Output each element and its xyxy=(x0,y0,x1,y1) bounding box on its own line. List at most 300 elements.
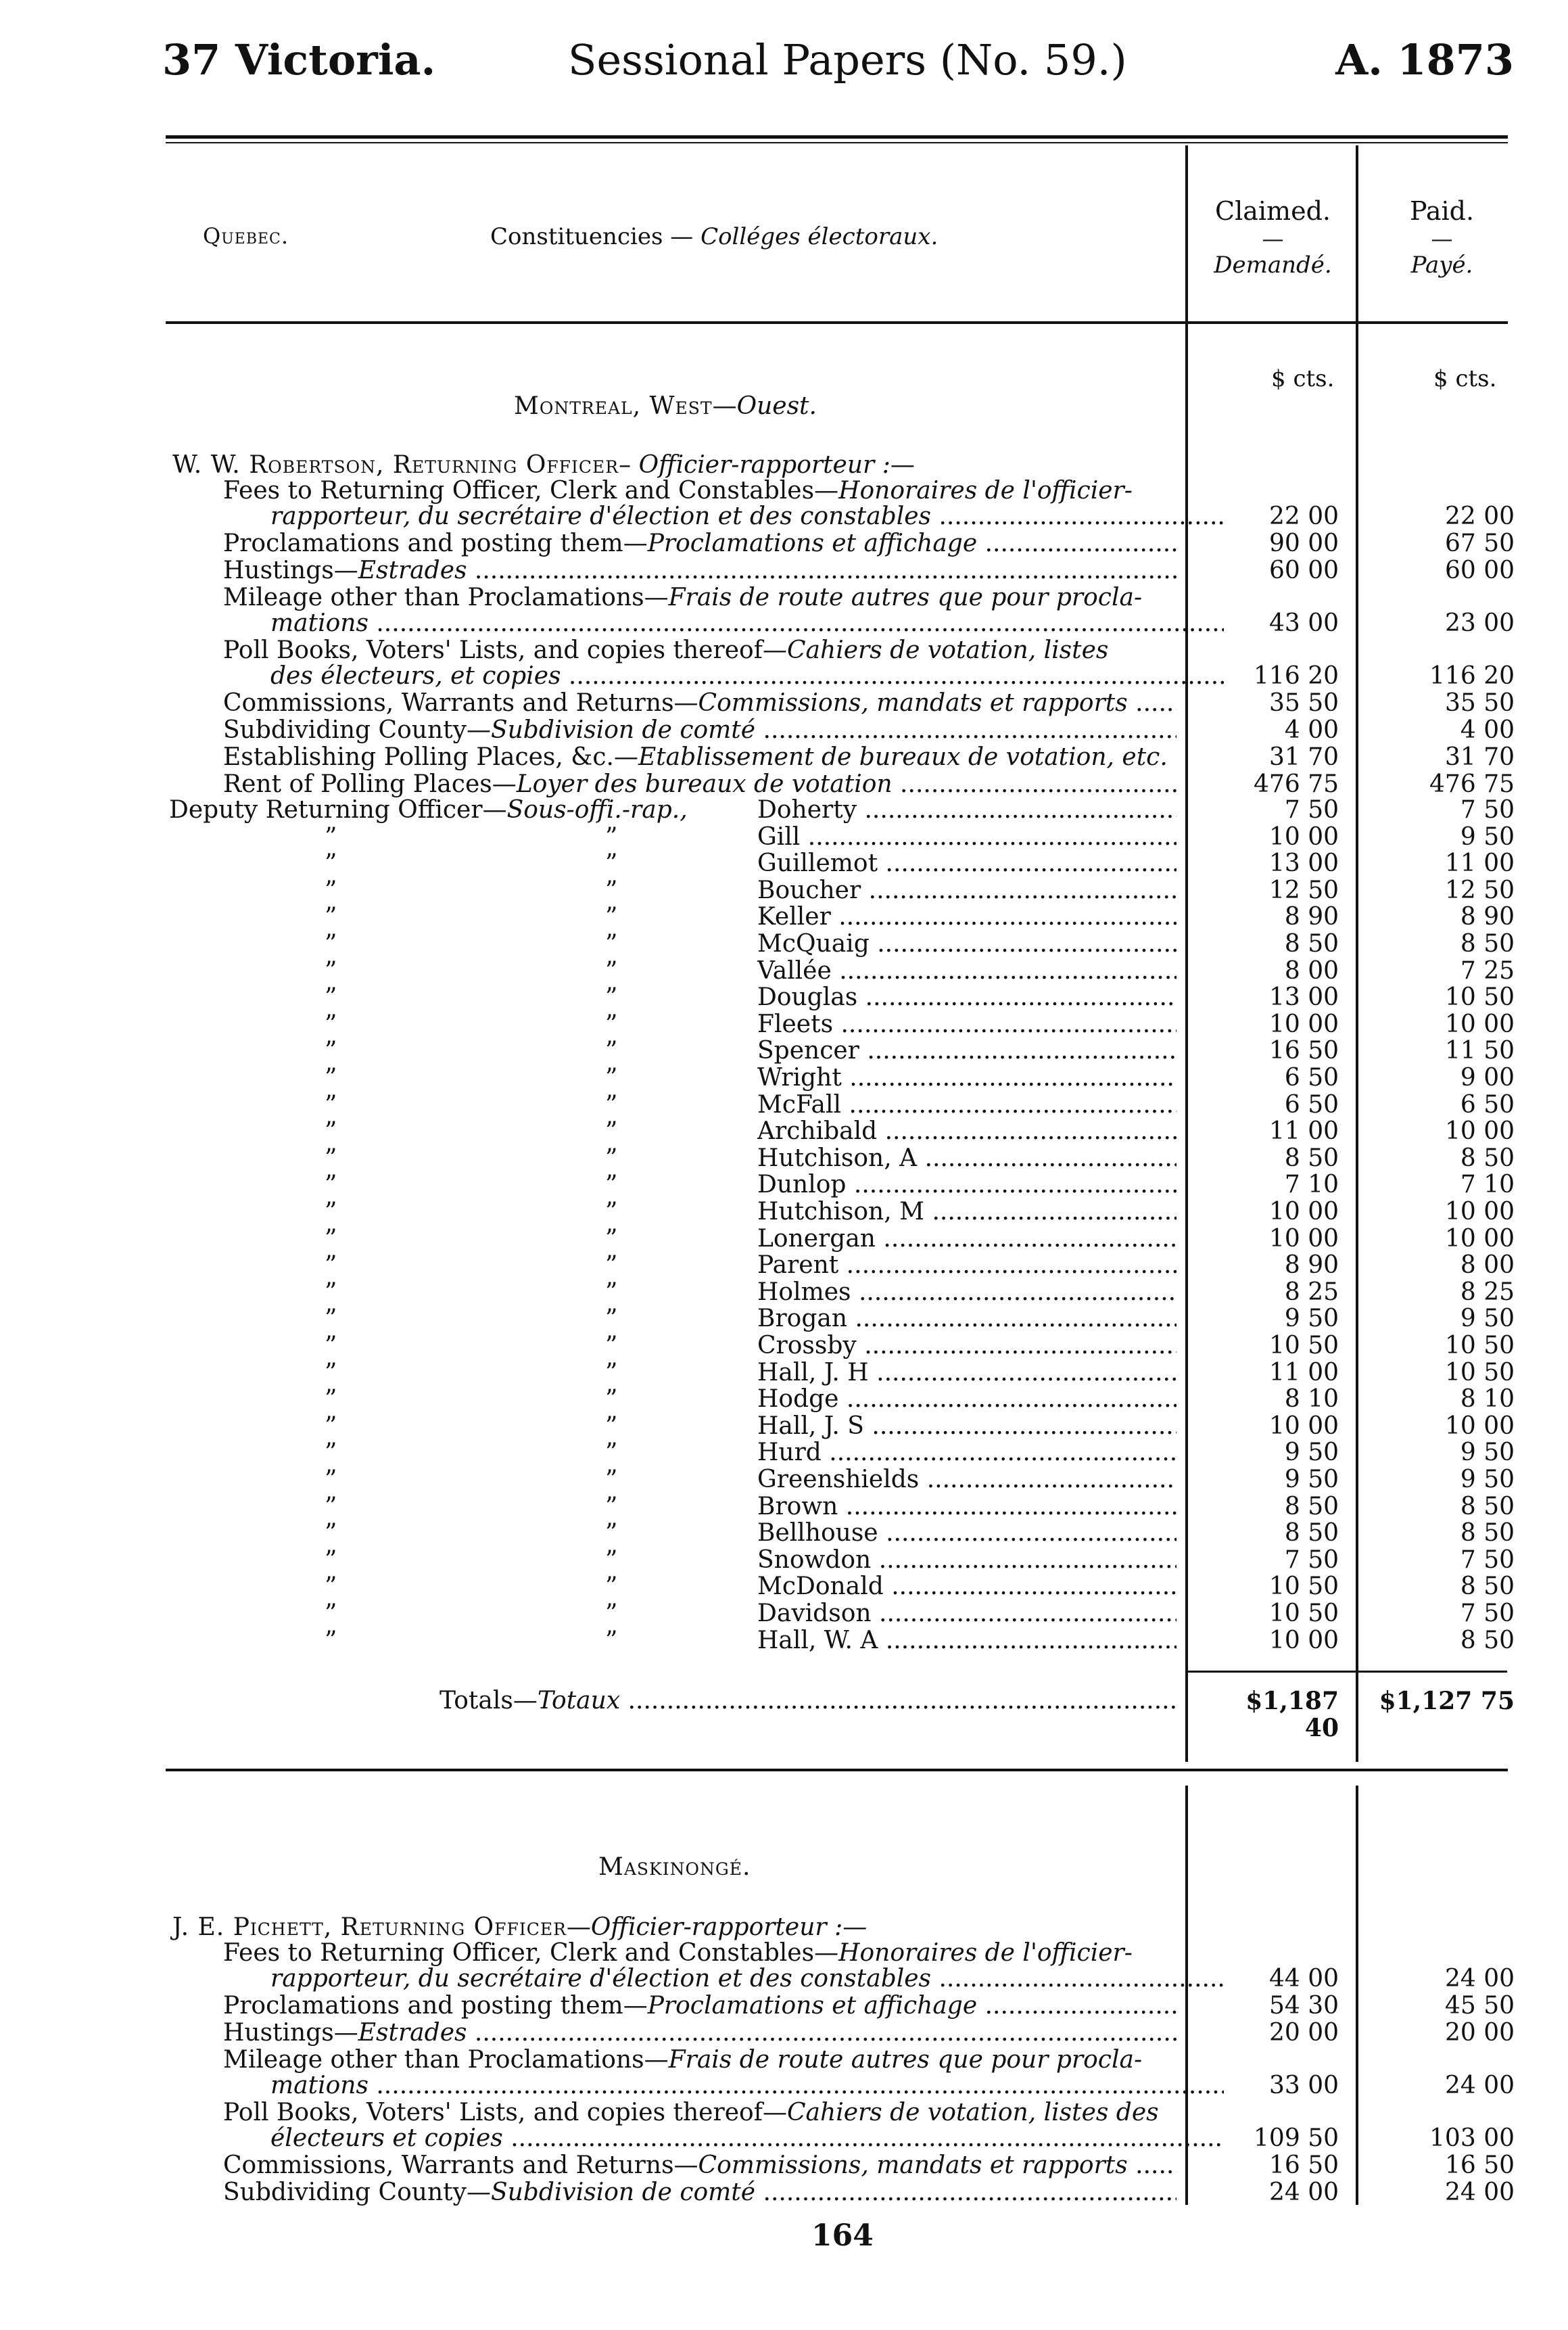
claimed-amount: 13 00 xyxy=(1268,849,1339,878)
ditto-mark: ” xyxy=(605,1144,618,1172)
claimed-amount: 43 00 xyxy=(1268,609,1339,637)
expense-label-fr: Cahiers de votation, listes des xyxy=(787,2099,1159,2126)
expense-label-cont-fr: mations xyxy=(270,610,369,637)
deputy-lead-en: Deputy Returning Officer xyxy=(169,796,483,824)
deputy-row xyxy=(0,958,1568,985)
ditto-mark: ” xyxy=(605,1305,618,1333)
leader-dots xyxy=(931,1965,1224,1993)
ditto-mark: ” xyxy=(325,1010,337,1038)
expense-label-en: Rent of Polling Places xyxy=(223,771,492,798)
paid-amount: 31 70 xyxy=(1444,743,1515,771)
deputy-name-text: Holmes xyxy=(757,1278,851,1306)
totals-label: Totals—Totaux ..... xyxy=(439,1687,1177,1715)
leader-dots xyxy=(1128,690,1177,717)
leader-dots xyxy=(924,1198,1177,1226)
expense-label-fr: Estrades xyxy=(358,2020,467,2047)
deputy-name-text: Spencer xyxy=(757,1038,859,1065)
deputy-name xyxy=(757,1627,1177,1654)
leader-dots xyxy=(846,1171,1177,1198)
paid-amount: 7 50 xyxy=(1460,1545,1515,1574)
expense-label-cont xyxy=(270,610,1224,637)
constituencies-heading-fr: Colléges électoraux. xyxy=(700,223,939,250)
leader-dots xyxy=(871,1547,1177,1574)
deputy-row xyxy=(0,1305,1568,1332)
ditto-mark: ” xyxy=(605,1037,618,1065)
claimed-amount: 7 10 xyxy=(1284,1171,1339,1199)
claimed-amount: 10 00 xyxy=(1268,1198,1339,1226)
ditto-mark: ” xyxy=(605,930,618,958)
leader-dots xyxy=(842,1065,1177,1092)
paid-amount: 11 50 xyxy=(1444,1037,1515,1065)
leader-dots xyxy=(822,1439,1177,1466)
paid-amount: 9 00 xyxy=(1460,1064,1515,1092)
ditto-mark: ” xyxy=(325,1572,337,1601)
expense-row xyxy=(0,1993,1568,2020)
expense-label: Mileage other than Proclamations—Frais de route autres que pour procla- xyxy=(223,584,1143,611)
leader-dots xyxy=(884,1573,1177,1600)
expense-label-cont xyxy=(270,2072,1224,2099)
ditto-mark: ” xyxy=(325,1412,337,1440)
deputy-name-text: Parent xyxy=(757,1252,839,1280)
leader-dots xyxy=(467,2020,1177,2047)
expense-label-cont xyxy=(270,503,1224,530)
expense-label: Subdividing County—Subdivision de comté ..... xyxy=(223,2179,1177,2206)
ditto-mark: ” xyxy=(325,1117,337,1146)
ditto-mark: ” xyxy=(605,1358,618,1387)
claimed-dash: — xyxy=(1262,226,1284,252)
leader-dots xyxy=(851,1279,1177,1306)
maskinonge-officer-label: J. E. Pichett, Returning Officer—Officier-rapporteur :— xyxy=(172,1913,868,1941)
montreal-totals-row xyxy=(0,1687,1568,1742)
paid-amount: 10 00 xyxy=(1444,1117,1515,1146)
section-rule xyxy=(166,1769,1508,1771)
page-header xyxy=(0,35,1568,96)
ditto-mark: ” xyxy=(325,1251,337,1280)
ditto-mark: ” xyxy=(325,876,337,904)
page-number: 164 xyxy=(811,2218,874,2253)
deputy-row xyxy=(0,1413,1568,1440)
leader-dots xyxy=(838,1252,1177,1279)
province-heading: Quebec. xyxy=(203,223,289,249)
claimed-amount: 10 00 xyxy=(1268,1412,1339,1440)
ditto-mark: ” xyxy=(605,1385,618,1414)
deputy-name-text: Hall, J. S xyxy=(757,1412,864,1440)
claimed-amount: 8 50 xyxy=(1284,1144,1339,1172)
expense-label-fr: Proclamations et affichage xyxy=(647,530,978,557)
ditto-mark: ” xyxy=(605,1090,618,1119)
ditto-mark: ” xyxy=(605,1064,618,1092)
expense-label-cont xyxy=(270,2125,1224,2152)
claimed-heading-en: Claimed. xyxy=(1215,196,1331,226)
deputy-name-text: Gill xyxy=(757,823,801,851)
deputy-name-text: Crossby xyxy=(757,1332,857,1359)
expense-row xyxy=(0,584,1568,611)
deputy-name xyxy=(757,1547,1177,1574)
claimed-heading xyxy=(1193,196,1352,279)
leader-dots xyxy=(893,771,1177,798)
deputy-row xyxy=(0,1171,1568,1198)
paid-amount: 7 50 xyxy=(1460,1600,1515,1627)
expense-label: Proclamations and posting them—Proclamations et affichage ..... xyxy=(223,530,1177,557)
ditto-mark: ” xyxy=(605,1600,618,1627)
deputy-name-text: Doherty xyxy=(757,797,857,824)
deputy-row xyxy=(0,1011,1568,1038)
totals-label-en: Totals xyxy=(439,1687,513,1715)
paid-amount: 9 50 xyxy=(1460,1305,1515,1333)
deputy-row xyxy=(0,1092,1568,1119)
paid-amount: 7 10 xyxy=(1460,1171,1515,1199)
deputy-name xyxy=(757,1493,1177,1520)
paid-amount: 9 50 xyxy=(1460,822,1515,851)
expense-label: Establishing Polling Places, &c.—Etablissement de bureaux de votation, etc. ..... xyxy=(223,744,1177,771)
expense-row xyxy=(0,2020,1568,2047)
expense-row xyxy=(0,771,1568,798)
deputy-name xyxy=(757,877,1177,904)
expense-label: Fees to Returning Officer, Clerk and Constables—Honoraires de l'officier- xyxy=(223,477,1133,505)
expense-label-fr: Proclamations et affichage xyxy=(647,1993,978,2020)
deputy-name-text: Hutchison, A xyxy=(757,1144,918,1172)
ditto-mark: ” xyxy=(605,1572,618,1601)
deputy-name-text: Fleets xyxy=(757,1010,834,1038)
deputy-row xyxy=(0,1332,1568,1359)
deputy-row xyxy=(0,1466,1568,1493)
expense-label-fr: Cahiers de votation, listes xyxy=(787,637,1109,664)
leader-dots xyxy=(831,904,1177,931)
deputy-row xyxy=(0,850,1568,877)
ditto-mark: ” xyxy=(325,1144,337,1172)
claimed-amount: 11 00 xyxy=(1268,1358,1339,1387)
claimed-amount: 10 00 xyxy=(1268,1010,1339,1038)
ditto-mark: ” xyxy=(325,1626,337,1654)
ditto-mark: ” xyxy=(605,983,618,1012)
constituencies-heading-en: Constituencies xyxy=(490,223,663,250)
constituencies-heading: Constituencies — Colléges électoraux. xyxy=(490,223,939,250)
paid-amount: 24 00 xyxy=(1444,1965,1515,1993)
deputy-name xyxy=(757,1439,1177,1466)
deputy-name-text: McDonald xyxy=(757,1573,884,1601)
deputy-name xyxy=(757,1359,1177,1387)
leader-dots xyxy=(369,610,1224,637)
expense-label-cont-fr: mations xyxy=(270,2072,369,2099)
deputy-name-text: Lonergan xyxy=(757,1225,876,1253)
deputy-row xyxy=(0,1359,1568,1387)
claimed-amount: 12 50 xyxy=(1268,876,1339,904)
paid-amount: 10 00 xyxy=(1444,1198,1515,1226)
paid-amount: 6 50 xyxy=(1460,1090,1515,1119)
deputy-name xyxy=(757,1198,1177,1226)
deputy-name-text: Dunlop xyxy=(757,1171,847,1199)
expense-label-fr: Estrades xyxy=(358,557,467,584)
expense-label-fr: Subdivision de comté xyxy=(490,2179,756,2206)
paid-amount: 22 00 xyxy=(1444,503,1515,530)
paid-amount: 10 50 xyxy=(1444,1332,1515,1359)
expense-label-en: Fees to Returning Officer, Clerk and Constables xyxy=(223,477,815,505)
leader-dots xyxy=(861,877,1177,904)
paid-amount: 103 00 xyxy=(1429,2124,1515,2152)
claimed-amount: 6 50 xyxy=(1284,1090,1339,1119)
expense-label-en: Fees to Returning Officer, Clerk and Constables xyxy=(223,1940,815,1967)
expense-label: Subdividing County—Subdivision de comté ..... xyxy=(223,717,1177,744)
officer-name: W. W. Robertson, Returning Officer xyxy=(172,451,619,479)
totals-label-fr: Totaux xyxy=(537,1687,621,1715)
deputy-row xyxy=(0,984,1568,1011)
totals-leader-dots xyxy=(620,1687,1177,1715)
paid-amount: 9 50 xyxy=(1460,1466,1515,1493)
paid-amount: 8 50 xyxy=(1460,1572,1515,1601)
deputy-name-text: Douglas xyxy=(757,984,858,1012)
deputy-name xyxy=(757,984,1177,1011)
claimed-amount: 9 50 xyxy=(1284,1466,1339,1493)
montreal-officer xyxy=(0,452,1568,479)
total-claimed: $1,187 40 xyxy=(1245,1687,1339,1742)
deputy-name-text: Hall, W. A xyxy=(757,1627,878,1654)
deputy-row xyxy=(0,1198,1568,1226)
officer-title-fr: Officier-rapporteur :— xyxy=(638,451,915,479)
leader-dots xyxy=(931,503,1224,530)
ditto-mark: ” xyxy=(325,903,337,931)
expense-label: Rent of Polling Places—Loyer des bureaux de votation ..... xyxy=(223,771,1177,798)
expense-row-continued xyxy=(0,503,1568,530)
claimed-amount: 44 00 xyxy=(1268,1965,1339,1993)
ditto-mark: ” xyxy=(325,1305,337,1333)
deputy-name xyxy=(757,1305,1177,1332)
expense-row xyxy=(0,477,1568,505)
ditto-mark: ” xyxy=(325,822,337,851)
claimed-amount: 6 50 xyxy=(1284,1064,1339,1092)
expense-row xyxy=(0,530,1568,557)
leader-dots xyxy=(561,663,1224,690)
expense-row xyxy=(0,717,1568,744)
ditto-mark: ” xyxy=(605,1545,618,1574)
ditto-mark: ” xyxy=(605,1466,618,1493)
ditto-mark: ” xyxy=(325,956,337,985)
ditto-mark: ” xyxy=(325,1064,337,1092)
paid-amount: 4 00 xyxy=(1460,716,1515,744)
leader-dots xyxy=(838,1386,1177,1413)
ditto-mark: ” xyxy=(605,1439,618,1467)
expense-label-fr: Loyer des bureaux de votation xyxy=(516,771,893,798)
ditto-mark: ” xyxy=(605,1278,618,1306)
claimed-amount: 8 00 xyxy=(1284,956,1339,985)
paid-amount: 67 50 xyxy=(1444,530,1515,557)
deputy-name xyxy=(757,1466,1177,1493)
leader-dots xyxy=(877,1118,1177,1145)
expense-label: Proclamations and posting them—Proclamations et affichage ..... xyxy=(223,1993,1177,2020)
leader-dots xyxy=(800,824,1177,851)
expense-label-cont xyxy=(270,1965,1224,1993)
paid-amount: 9 50 xyxy=(1460,1439,1515,1467)
paid-amount: 8 00 xyxy=(1460,1251,1515,1280)
maskinonge-officer xyxy=(0,1914,1568,1941)
expense-row xyxy=(0,1940,1568,1967)
paid-amount: 12 50 xyxy=(1444,876,1515,904)
deputy-row xyxy=(0,1627,1568,1654)
paid-amount: 10 00 xyxy=(1444,1010,1515,1038)
expense-row-continued xyxy=(0,610,1568,637)
deputy-name xyxy=(757,1092,1177,1119)
claimed-amount: 10 00 xyxy=(1268,1626,1339,1654)
expense-label-en: Establishing Polling Places, &c. xyxy=(223,744,614,771)
ditto-mark: ” xyxy=(605,1224,618,1253)
expense-row xyxy=(0,2179,1568,2206)
expense-row-continued xyxy=(0,1965,1568,1993)
paid-amount: 10 00 xyxy=(1444,1412,1515,1440)
deputy-name-text: Vallée xyxy=(757,957,832,985)
expense-label-fr: Frais de route autres que pour procla- xyxy=(668,2047,1143,2074)
maskinonge-officer-name: J. E. Pichett, Returning Officer xyxy=(172,1913,567,1941)
deputy-name xyxy=(757,1038,1177,1065)
deputy-row xyxy=(0,1118,1568,1145)
claimed-amount: 7 50 xyxy=(1284,1545,1339,1574)
expense-row xyxy=(0,637,1568,664)
deputy-name xyxy=(757,1573,1177,1600)
expense-label: Fees to Returning Officer, Clerk and Constables—Honoraires de l'officier- xyxy=(223,1940,1133,1967)
deputy-name-text: Brown xyxy=(757,1493,838,1520)
deputy-row xyxy=(0,1145,1568,1172)
paid-heading xyxy=(1362,196,1521,279)
currency-claimed: $ cts. xyxy=(1271,365,1335,392)
top-rule xyxy=(166,135,1508,139)
leader-dots xyxy=(878,1627,1177,1654)
document-title: Sessional Papers (No. 59.) xyxy=(568,35,1127,85)
expense-row xyxy=(0,690,1568,717)
leader-dots xyxy=(864,1413,1177,1440)
deputy-name-text: Boucher xyxy=(757,877,861,904)
montreal-title-en: Montreal, West xyxy=(514,392,713,420)
expense-label-en: Hustings xyxy=(223,557,334,584)
deputy-name-text: Hodge xyxy=(757,1386,839,1414)
leader-dots xyxy=(1168,744,1177,771)
expense-label-en: Poll Books, Voters' Lists, and copies thereof xyxy=(223,2099,763,2126)
expense-row-continued xyxy=(0,663,1568,690)
expense-label-fr: Etablissement de bureaux de votation, etc. xyxy=(638,744,1168,771)
expense-label-fr: Honoraires de l'officier- xyxy=(838,477,1133,505)
paid-amount: 7 50 xyxy=(1460,796,1515,824)
paid-amount: 476 75 xyxy=(1429,770,1515,798)
deputy-row xyxy=(0,1386,1568,1413)
expense-label: Commissions, Warrants and Returns—Commissions, mandats et rapports ..... xyxy=(223,690,1177,717)
leader-dots xyxy=(832,958,1177,985)
expense-label-cont-fr: rapporteur, du secrétaire d'élection et des constables xyxy=(270,503,932,530)
leader-dots xyxy=(876,1226,1177,1253)
deputy-row xyxy=(0,1600,1568,1627)
ditto-mark: ” xyxy=(325,983,337,1012)
claimed-heading-fr: Demandé. xyxy=(1214,252,1332,279)
claimed-amount: 8 25 xyxy=(1284,1278,1339,1306)
ditto-mark: ” xyxy=(605,1171,618,1199)
ditto-mark: ” xyxy=(325,1439,337,1467)
paid-amount: 8 25 xyxy=(1460,1278,1515,1306)
deputy-name xyxy=(757,1118,1177,1145)
expense-label-en: Subdividing County xyxy=(223,717,467,744)
ditto-mark: ” xyxy=(325,1332,337,1359)
deputy-name-text: Keller xyxy=(757,904,831,931)
claimed-amount: 10 50 xyxy=(1268,1332,1339,1359)
claimed-amount: 10 50 xyxy=(1268,1600,1339,1627)
deputy-name xyxy=(757,1413,1177,1440)
paid-amount: 8 50 xyxy=(1460,1492,1515,1520)
paid-amount: 16 50 xyxy=(1444,2151,1515,2179)
ditto-mark: ” xyxy=(325,1224,337,1253)
ditto-mark: ” xyxy=(325,1171,337,1199)
expense-row xyxy=(0,2047,1568,2074)
expense-label-fr: Commissions, mandats et rapports xyxy=(698,2152,1128,2179)
deputy-name-text: Hutchison, M xyxy=(757,1198,924,1226)
ditto-mark: ” xyxy=(325,1198,337,1226)
deputy-name-text: Guillemot xyxy=(757,850,878,878)
deputy-name-text: Snowdon xyxy=(757,1546,872,1574)
expense-label-en: Proclamations and posting them xyxy=(223,530,623,557)
claimed-amount: 476 75 xyxy=(1254,770,1339,798)
expense-label-fr: Commissions, mandats et rapports xyxy=(698,690,1128,717)
expense-row xyxy=(0,557,1568,584)
deputy-name-text: McQuaig xyxy=(757,931,870,958)
deputy-lead: Deputy Returning Officer—Sous-offi.-rap., xyxy=(169,796,688,824)
deputy-name xyxy=(757,1011,1177,1038)
maskinonge-officer-title-fr: Officier-rapporteur :— xyxy=(590,1913,868,1941)
montreal-section-title: Montreal, West—Ouest. xyxy=(514,392,817,420)
expense-label-en: Subdividing County xyxy=(223,2179,467,2206)
deputy-name-text: Greenshields xyxy=(757,1466,920,1493)
expense-label-fr: Honoraires de l'officier- xyxy=(838,1940,1133,1967)
claimed-amount: 16 50 xyxy=(1268,2151,1339,2179)
deputy-row xyxy=(0,877,1568,904)
expense-label-cont-fr: rapporteur, du secrétaire d'élection et des constables xyxy=(270,1965,932,1993)
claimed-amount: 4 00 xyxy=(1284,716,1339,744)
leader-dots xyxy=(878,1520,1177,1547)
deputy-name xyxy=(757,1226,1177,1253)
ditto-mark: ” xyxy=(605,1519,618,1547)
claimed-amount: 22 00 xyxy=(1268,503,1339,530)
expense-label-fr: Frais de route autres que pour procla- xyxy=(668,584,1143,611)
deputy-name-text: McFall xyxy=(757,1091,842,1119)
paid-amount: 24 00 xyxy=(1444,2178,1515,2206)
leader-dots xyxy=(467,557,1177,584)
paid-amount: 8 50 xyxy=(1460,1144,1515,1172)
leader-dots xyxy=(838,1493,1177,1520)
leader-dots xyxy=(872,1600,1177,1627)
claimed-amount: 31 70 xyxy=(1268,743,1339,771)
expense-row-continued xyxy=(0,2072,1568,2099)
expense-label-en: Mileage other than Proclamations xyxy=(223,2047,644,2074)
ditto-mark: ” xyxy=(605,849,618,878)
claimed-amount: 11 00 xyxy=(1268,1117,1339,1146)
deputy-name-text: Bellhouse xyxy=(757,1520,878,1547)
deputy-row xyxy=(0,1226,1568,1253)
montreal-title-fr: Ouest. xyxy=(736,392,817,420)
ditto-mark: ” xyxy=(325,1519,337,1547)
paid-amount: 10 50 xyxy=(1444,1358,1515,1387)
deputy-name xyxy=(757,1600,1177,1627)
paid-dash: — xyxy=(1431,226,1453,252)
leader-dots xyxy=(857,1332,1177,1359)
currency-paid: $ cts. xyxy=(1433,365,1497,392)
paid-amount: 7 25 xyxy=(1460,956,1515,985)
claimed-amount: 20 00 xyxy=(1268,2019,1339,2047)
leader-dots xyxy=(878,850,1177,877)
total-paid: $1,127 75 xyxy=(1379,1687,1515,1715)
deputy-name xyxy=(757,1386,1177,1413)
deputy-name-text: Brogan xyxy=(757,1305,848,1333)
claimed-amount: 54 30 xyxy=(1268,1992,1339,2020)
deputy-name xyxy=(757,931,1177,958)
expense-label-fr: Subdivision de comté xyxy=(490,717,756,744)
deputy-row xyxy=(0,1252,1568,1279)
deputy-row xyxy=(0,1065,1568,1092)
paid-amount: 24 00 xyxy=(1444,2072,1515,2099)
claimed-amount: 33 00 xyxy=(1268,2072,1339,2099)
leader-dots xyxy=(869,1359,1177,1387)
